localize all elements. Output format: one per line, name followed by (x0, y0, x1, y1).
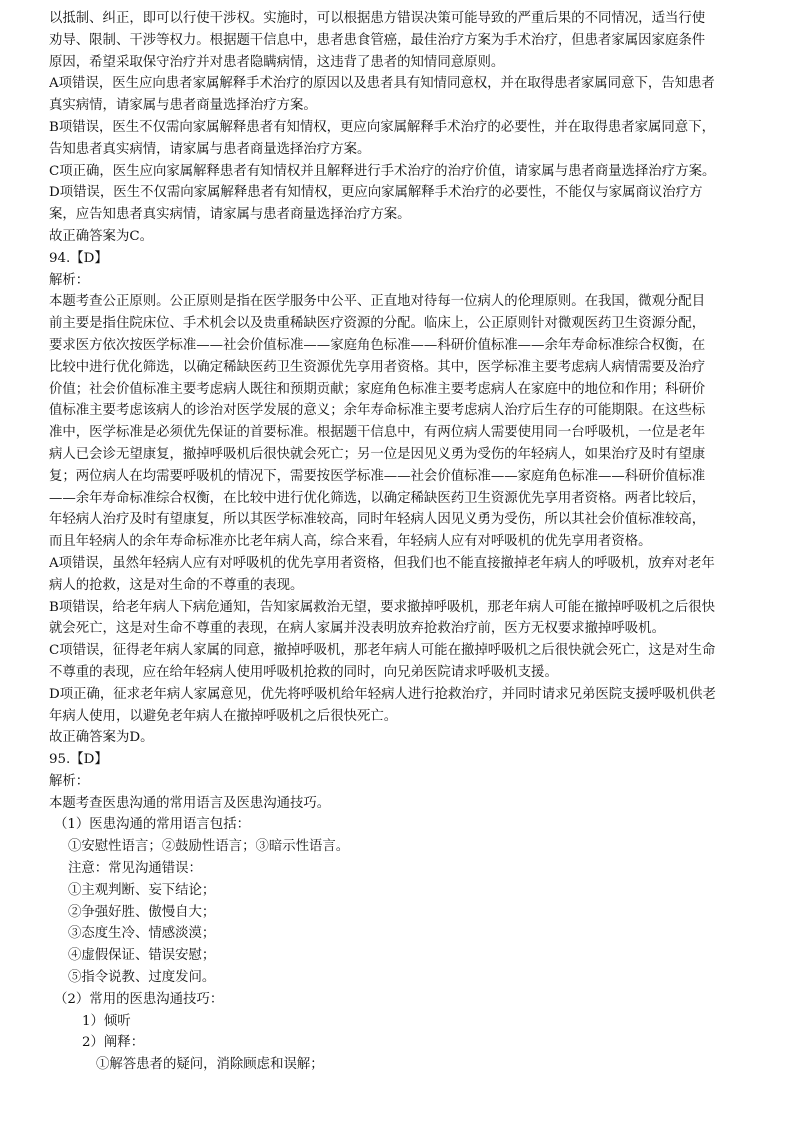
text-line: B项错误，给老年病人下病危通知，告知家属救治无望，要求撤掉呼吸机，那老年病人可能在撤掉呼吸机之后很快 (49, 599, 715, 615)
text-line: ①主观判断、妄下结论； (68, 882, 216, 898)
text-line: 复；两位病人在均需要呼吸机的情况下，需要按医学标准——社会价值标准——家庭角色标准——科研价值标准 (49, 468, 706, 484)
text-line: 真实病情，请家属与患者商量选择治疗方案。 (49, 98, 317, 114)
text-line: C项正确，医生应向家属解释患者有知情权并且解释进行手术治疗的治疗价值，请家属与患者商量选择治疗方案。 (49, 163, 716, 179)
text-line: C项错误，征得老年病人家属的同意，撤掉呼吸机，那老年病人可能在撤掉呼吸机之后很快就会死亡，这是对生命 (49, 643, 716, 659)
text-line: 病人的抢救，这是对生命的不尊重的表现。 (49, 577, 304, 593)
text-line: 比较中进行优化筛选，以确定稀缺医药卫生资源优先享用者资格。其中，医学标准主要考虑病人病情需要及治疗 (49, 359, 706, 375)
text-line: 就会死亡，这是对生命不尊重的表现，在病人家属并没表明放弃抢救治疗前，医方无权要求撤掉呼吸机。 (49, 621, 665, 637)
text-line: 以抵制、纠正，即可以行使干涉权。实施时，可以根据患方错误决策可能导致的严重后果的不同情况，适当行使 (49, 11, 706, 26)
text-line: 值标准主要考虑该病人的诊治对医学发展的意义；余年寿命标准主要考虑病人治疗后生存的可能期限。在这些标 (49, 403, 706, 419)
text-line: 告知患者真实病情，请家属与患者商量选择治疗方案。 (49, 141, 371, 157)
text-line: 1）倾听 (82, 1013, 131, 1029)
text-line: 准中，医学标准是必须优先保证的首要标准。根据题干信息中，有两位病人需要使用同一台呼吸机，一位是老年 (49, 425, 706, 441)
text-line: A项错误，医生应向患者家属解释手术治疗的原因以及患者具有知情同意权，并在取得患者家属同意下，告知患者 (49, 76, 715, 92)
text-line: 注意：常见沟通错误： (68, 861, 202, 877)
text-line: ①安慰性语言；②鼓励性语言；③暗示性语言。 (68, 839, 350, 855)
text-line: 2）阐释： (82, 1035, 145, 1051)
text-line: 94.【D】 (49, 250, 108, 266)
text-line: 案，应告知患者真实病情，请家属与患者商量选择治疗方案。 (49, 207, 411, 223)
text-line: 年轻病人治疗及时有望康复，所以其医学标准较高，同时年轻病人因见义勇为受伤，所以其社会价值标准较高， (49, 512, 706, 528)
text-line: 病人已会诊无望康复，撤掉呼吸机后很快就会死亡；另一位是因见义勇为受伤的年轻病人，如果治疗及时有望康 (49, 446, 706, 462)
text-line: 要求医方依次按医学标准——社会价值标准——家庭角色标准——科研价值标准——余年寿命标准综合权衡，在 (49, 337, 706, 353)
text-line: 不尊重的表现，应在给年轻病人使用呼吸机抢救的同时，向兄弟医院请求呼吸机支援。 (49, 664, 558, 680)
text-line: ⑤指令说教、过度发问。 (68, 970, 216, 986)
text-line: 故正确答案为D。 (49, 730, 154, 746)
document-page (49, 8, 784, 1076)
text-line: （1）医患沟通的常用语言包括： (54, 817, 250, 833)
text-line: D项正确，征求老年病人家属意见，优先将呼吸机给年轻病人进行抢救治疗，并同时请求兄弟医院支援呼吸机供老 (49, 686, 716, 702)
text-line: 而且年轻病人的余年寿命标准亦比老年病人高，综合来看，年轻病人应有对呼吸机的优先享用者资格。 (49, 534, 652, 550)
text-line: 年病人使用，以避免老年病人在撤掉呼吸机之后很快死亡。 (49, 708, 398, 724)
text-line: （2）常用的医患沟通技巧： (54, 991, 224, 1007)
text-line: ③态度生冷、情感淡漠； (68, 926, 216, 942)
text-line: ②争强好胜、傲慢自大； (68, 904, 216, 920)
text-line: 95.【D】 (49, 752, 108, 768)
text-line: 故正确答案为C。 (49, 228, 153, 244)
text-line: 原因，希望采取保守治疗并对患者隐瞒病情，这违背了患者的知情同意原则。 (49, 54, 505, 70)
text-line: ①解答患者的疑问，消除顾虑和误解； (96, 1057, 324, 1073)
text-line: 解析： (49, 773, 90, 789)
text-line: 本题考查公正原则。公正原则是指在医学服务中公平、正直地对待每一位病人的伦理原则。在我国，微观分配目 (49, 294, 706, 310)
text-line: A项错误，虽然年轻病人应有对呼吸机的优先享用者资格，但我们也不能直接撤掉老年病人的呼吸机，放弃对老年 (49, 555, 715, 571)
text-line: 价值；社会价值标准主要考虑病人既往和预期贡献；家庭角色标准主要考虑病人在家庭中的地位和作用；科研价 (49, 381, 706, 397)
text-line: ④虚假保证、错误安慰； (68, 948, 216, 964)
text-line: D项错误，医生不仅需向家属解释患者有知情权，更应向家属解释手术治疗的必要性，不能仅与家属商议治疗方 (49, 185, 703, 201)
text-line: B项错误，医生不仅需向家属解释患者有知情权，更应向家属解释手术治疗的必要性，并在取得患者家属同意下， (49, 119, 715, 135)
text-line: ——余年寿命标准综合权衡，在比较中进行优化筛选，以确定稀缺医药卫生资源优先享用者资格。两者比较后， (49, 490, 706, 506)
text-line: 解析： (49, 272, 90, 288)
text-line: 前主要是指住院床位、手术机会以及贵重稀缺医疗资源的分配。临床上，公正原则针对微观医药卫生资源分配， (49, 316, 706, 332)
text-line: 劝导、限制、干涉等权力。根据题干信息中，患者患食管癌，最佳治疗方案为手术治疗，但患者家属因家庭条件 (49, 32, 706, 48)
text-line: 本题考查医患沟通的常用语言及医患沟通技巧。 (49, 795, 331, 811)
